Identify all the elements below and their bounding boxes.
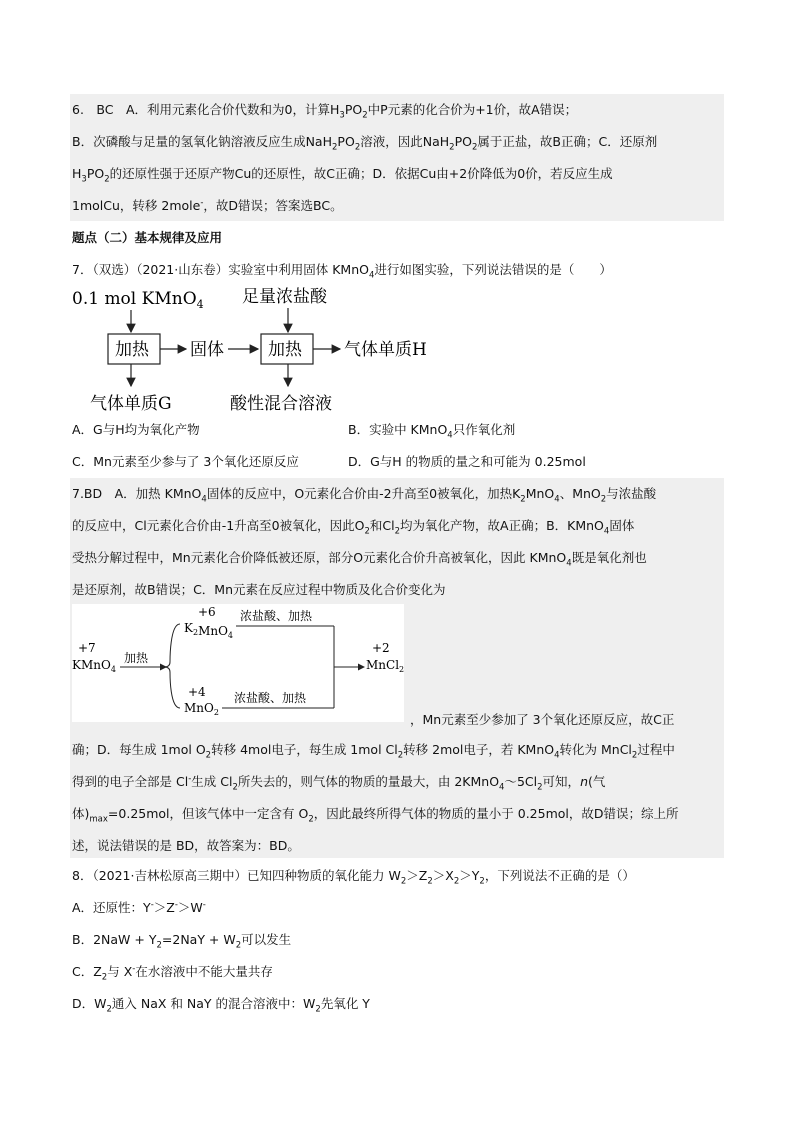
answer-7-line-8: 体)$_{max}=0.25mol$，但该气体中一定含有 $O_2$，因此最终所得气体的物质的量小于 0.25mol，故D错误；综上所	[72, 806, 679, 825]
svg-text:+4: +4	[188, 685, 206, 699]
svg-text:加热: 加热	[115, 340, 149, 360]
answer-7-line-2: 的反应中，Cl元素化合价由-1升高至0被氧化，因此$O_2$和$Cl_2$均为氧化产物，故A正确；B．KMnO$_4$固体	[72, 518, 635, 537]
answer-6-line-1: 6. BC A．利用元素化合价代数和为0，计算$H_3PO_2$中P元素的化合价为+1价，故A错误；	[72, 102, 578, 121]
svg-text:加热: 加热	[124, 651, 149, 665]
experiment-diagram	[70, 282, 470, 418]
reagent-kmno4: 0.1 mol KMnO$_4$	[72, 289, 204, 311]
answer-7-line-4: 是还原剂，故B错误；C．Mn元素在反应过程中物质及化合价变化为	[72, 582, 446, 597]
label-gas-h: 气体单质H	[344, 340, 427, 360]
section-title: 题点（二）基本规律及应用	[72, 230, 223, 245]
answer-6-line-2: B．次磷酸与足量的氢氧化钠溶液反应生成$NaH_2PO_2$溶液，因此$NaH_2PO_2$属于正盐，故B正确；C．还原剂	[72, 134, 658, 153]
answer-7-line-9: 述，说法错误的是 BD，故答案为：BD。	[72, 838, 300, 853]
label-gas-g: 气体单质G	[90, 394, 172, 414]
question-7-stem: 7．（双选）（2021·山东卷）实验室中利用固体 KMnO$_4$进行如图实验，下列说法错误的是（ ）	[72, 262, 612, 281]
svg-text:加热: 加热	[268, 340, 302, 360]
svg-text:+7: +7	[78, 641, 96, 655]
svg-text:浓盐酸、加热: 浓盐酸、加热	[234, 691, 307, 705]
answer-6-line-4: 1molCu，转移 2mole-，故D错误；答案选BC。	[72, 197, 343, 213]
answer-6-line-3: $H_3PO_2$的还原性强于还原产物Cu的还原性，故C正确；D．依据Cu由+2价降低为0价，若反应生成	[72, 166, 613, 185]
question-8-option-b: B．$2NaW + Y_2=2NaY + W_2$可以发生	[72, 932, 292, 951]
svg-text:+2: +2	[372, 641, 390, 655]
answer-7-line-5: ，Mn元素至少参加了 3个氧化还原反应，故C正	[410, 712, 675, 727]
question-8-option-a: A．还原性：Y-＞Z-＞W-	[72, 899, 206, 915]
svg-text:浓盐酸、加热: 浓盐酸、加热	[240, 609, 313, 623]
question-7-option-a: A．G与H均为氧化产物	[72, 422, 200, 437]
question-7-option-d: D．G与H 的物质的量之和可能为 0.25mol	[348, 454, 586, 469]
answer-7-line-6: 确；D．每生成 1mol $O_2$转移 4mol电子，每生成 1mol $Cl_2$转移 2mol电子，若 KMnO$_4$转化为 MnCl$_2$过程中	[72, 742, 675, 761]
answer-7-line-7: 得到的电子全部是 Cl-生成 $Cl_2$所失去的，则气体的物质的量最大，由 $2KMnO_4\sim 5Cl_2$可知，n(气	[72, 773, 606, 793]
question-8-option-d: D．$W_2$通入 NaX 和 NaY 的混合溶液中：$W_2$先氧化 Y	[72, 996, 370, 1015]
question-7-option-c: C．Mn元素至少参与了 3个氧化还原反应	[72, 454, 299, 469]
answer-7-line-1: 7.BD A．加热 KMnO$_4$固体的反应中，O元素化合价由-2升高至0被氧化，加热$K_2MnO_4$、MnO$_2$与浓盐酸	[72, 486, 657, 505]
question-7-option-b: B．实验中 KMnO$_4$只作氧化剂	[348, 422, 516, 441]
svg-text:+6: +6	[198, 605, 216, 619]
label-mixture: 酸性混合溶液	[230, 394, 332, 414]
formula-kmno4: KMnO$_4$	[72, 658, 116, 674]
answer-7-line-3: 受热分解过程中，Mn元素化合价降低被还原，部分O元素化合价升高被氧化，因此 KMnO$_4$既是氧化剂也	[72, 550, 647, 569]
question-8-option-c: C．$Z_2$与 X-在水溶液中不能大量共存	[72, 963, 273, 983]
formula-k2mno4: $K_2MnO_4$	[184, 621, 234, 640]
formula-mncl2: MnCl$_2$	[366, 658, 404, 674]
question-8-stem: 8．（2021·吉林松原高三期中）已知四种物质的氧化能力 $W_2>Z_2>X_2>Y_2$，下列说法不正确的是（）	[72, 868, 635, 887]
reagent-hcl: 足量浓盐酸	[242, 287, 327, 307]
label-solid: 固体	[190, 340, 224, 360]
formula-mno2: MnO$_2$	[184, 701, 219, 717]
valence-diagram	[72, 604, 404, 722]
